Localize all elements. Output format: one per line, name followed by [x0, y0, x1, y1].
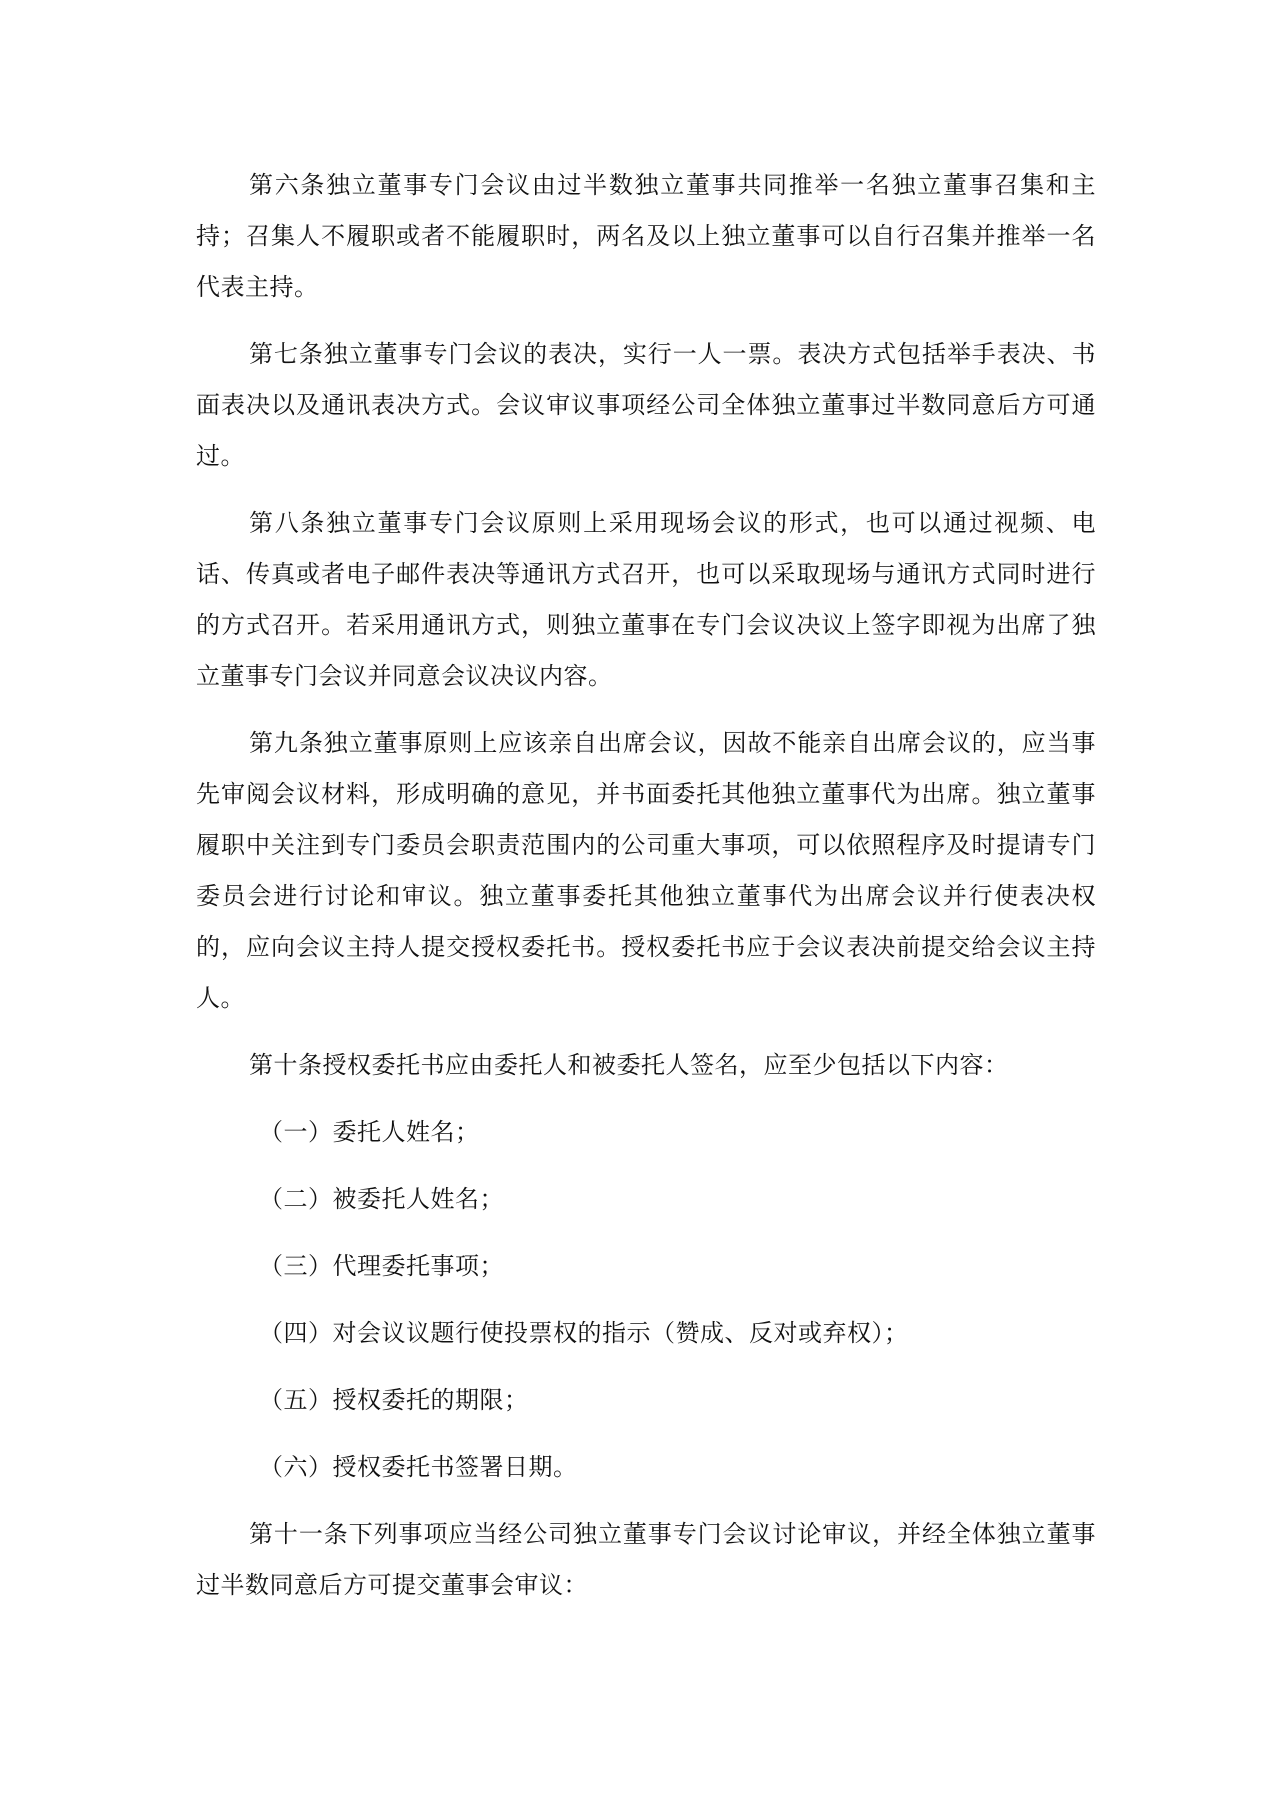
list-item: （六）授权委托书签署日期。: [259, 1453, 578, 1481]
list-item: （三）代理委托事项；: [259, 1252, 504, 1280]
article-6: 第六条独立董事专门会议由过半数独立董事共同推举一名独立董事召集和主持；召集人不履职或者不能履职时，两名及以上独立董事可以自行召集并推举一名代表主持。: [196, 171, 1096, 301]
article-8: 第八条独立董事专门会议原则上采用现场会议的形式，也可以通过视频、电话、传真或者电子邮件表决等通讯方式召开，也可以采取现场与通讯方式同时进行的方式召开。若采用通讯方式，则独立董事在专门会议决议上签字即视为出席了独立董事专门会议并同意会议决议内容。: [196, 509, 1096, 690]
list-item: （五）授权委托的期限；: [259, 1386, 529, 1414]
document-body: [196, 160, 1096, 1627]
list-item: （二）被委托人姓名；: [259, 1185, 504, 1213]
list-item: （一）委托人姓名；: [259, 1118, 480, 1146]
article-9: 第九条独立董事原则上应该亲自出席会议，因故不能亲自出席会议的，应当事先审阅会议材料，形成明确的意见，并书面委托其他独立董事代为出席。独立董事履职中关注到专门委员会职责范围内的公司重大事项，可以依照程序及时提请专门委员会进行讨论和审议。独立董事委托其他独立董事代为出席会议并行使表决权的，应向会议主持人提交授权委托书。授权委托书应于会议表决前提交给会议主持人。: [196, 729, 1096, 1012]
article-11: 第十一条下列事项应当经公司独立董事专门会议讨论审议，并经全体独立董事过半数同意后方可提交董事会审议：: [196, 1520, 1096, 1599]
article-7: 第七条独立董事专门会议的表决，实行一人一票。表决方式包括举手表决、书面表决以及通讯表决方式。会议审议事项经公司全体独立董事过半数同意后方可通过。: [196, 340, 1096, 470]
article-10: 第十条授权委托书应由委托人和被委托人签名，应至少包括以下内容：: [249, 1051, 1009, 1079]
list-item: （四）对会议议题行使投票权的指示（赞成、反对或弃权）；: [259, 1319, 909, 1347]
